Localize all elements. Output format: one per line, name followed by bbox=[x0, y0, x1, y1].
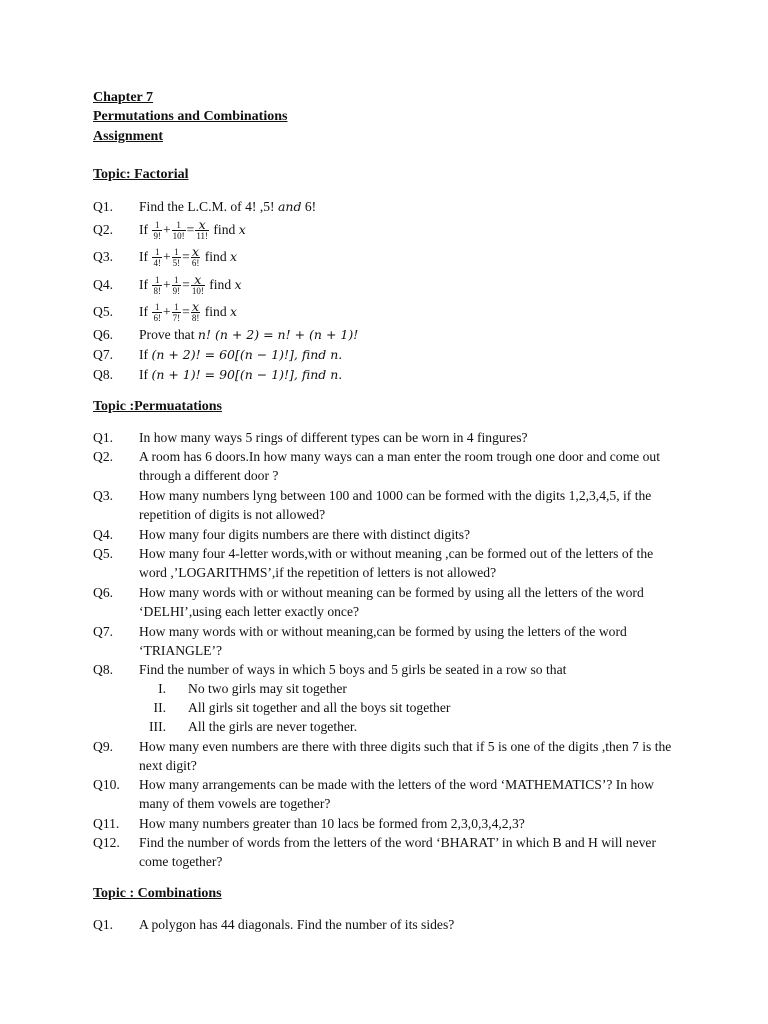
question-number: Q3. bbox=[93, 249, 114, 264]
question-text: In how many ways 5 rings of different types can be worn in 4 fingures? bbox=[139, 430, 528, 445]
fraction bbox=[152, 247, 162, 268]
numerator: 1 bbox=[152, 302, 162, 313]
question-number: Q8. bbox=[93, 367, 114, 382]
numerator: 1 bbox=[172, 220, 186, 231]
question-number: Q4. bbox=[93, 277, 114, 292]
if-word: If bbox=[139, 277, 149, 292]
sub-item-text: All girls sit together and all the boys sit together bbox=[188, 700, 451, 715]
question-number: Q2. bbox=[93, 222, 114, 237]
find-word: find bbox=[204, 304, 227, 319]
question-text: Find the number of words from the letters of the word ‘BHARAT’ in which B and H will never come together? bbox=[139, 835, 656, 870]
question-text-part: If bbox=[139, 367, 152, 382]
variable: x bbox=[238, 222, 246, 237]
numerator: x bbox=[191, 275, 205, 286]
variable: x bbox=[230, 304, 238, 319]
denominator: 6! bbox=[153, 313, 161, 324]
numerator: 1 bbox=[152, 275, 162, 286]
fraction bbox=[172, 247, 182, 268]
roman-numeral: II. bbox=[153, 700, 166, 715]
question-number: Q5. bbox=[93, 546, 114, 561]
question-text: If $\frac{1}{9!}$ + $\frac{1}{10!}$ = x 11! find x bbox=[139, 217, 246, 242]
fraction bbox=[191, 244, 201, 269]
question-text-part: If bbox=[139, 347, 152, 362]
question-number: Q6. bbox=[93, 585, 114, 600]
denominator: 4! bbox=[153, 258, 161, 269]
question-number: Q1. bbox=[93, 917, 114, 932]
numerator: 1 bbox=[152, 220, 162, 231]
topic-factorial-heading: Topic: Factorial bbox=[93, 167, 189, 182]
question-number: Q11. bbox=[93, 816, 120, 831]
math-expression: (n + 1)! = 90[(n − 1)!], find n. bbox=[151, 367, 343, 382]
question-text-part: Prove that bbox=[139, 327, 198, 342]
question-number: Q3. bbox=[93, 488, 114, 503]
numerator: 1 bbox=[172, 302, 182, 313]
question-text: How many four digits numbers are there with distinct digits? bbox=[139, 527, 471, 542]
question-text: How many words with or without meaning,can be formed by using the letters of the word ‘TRIANGLE’? bbox=[139, 624, 627, 659]
question-text: If $\frac{1}{8!}$ + $\frac{1}{9!}$ = x 10! find x bbox=[139, 272, 242, 297]
denominator: 9! bbox=[153, 231, 161, 242]
question-text bbox=[139, 197, 679, 216]
question-text-part: Find the L.C.M. of 4! ,5! bbox=[139, 199, 278, 214]
roman-numeral: III. bbox=[149, 719, 166, 734]
fraction bbox=[172, 220, 186, 241]
math-expression: (n + 2)! = 60[(n − 1)!], find n. bbox=[151, 347, 343, 362]
denominator: 9! bbox=[172, 286, 181, 297]
question-text: A room has 6 doors.In how many ways can a man enter the room trough one door and come out through a different door ? bbox=[139, 449, 660, 484]
question-number: Q7. bbox=[93, 347, 114, 362]
assignment-heading: Assignment bbox=[93, 129, 164, 144]
fraction bbox=[152, 220, 162, 241]
question-text: How many four 4-letter words,with or without meaning ,can be formed out of the letters of the word ,’LOGARITHMS’,if the repetition of letters is not allowed? bbox=[139, 546, 654, 581]
question-text bbox=[139, 345, 679, 364]
numerator: x bbox=[192, 244, 200, 260]
numerator: 1 bbox=[172, 247, 182, 258]
question-number: Q6. bbox=[93, 327, 114, 342]
if-word: If bbox=[139, 249, 149, 264]
question-number: Q4. bbox=[93, 527, 114, 542]
if-word: If bbox=[139, 222, 149, 237]
numerator: 1 bbox=[152, 247, 162, 258]
question-number: Q10. bbox=[93, 777, 120, 792]
question-number: Q5. bbox=[93, 304, 114, 319]
fraction bbox=[191, 272, 205, 297]
fraction bbox=[152, 275, 162, 296]
roman-numeral: I. bbox=[158, 681, 166, 696]
question-text bbox=[139, 365, 679, 384]
variable: x bbox=[234, 277, 242, 292]
question-text: If $\frac{1}{6!}$ + $\frac{1}{7!}$ = x 8! find x bbox=[139, 299, 238, 324]
question-number: Q2. bbox=[93, 449, 114, 464]
question-text: A polygon has 44 diagonals. Find the number of its sides? bbox=[139, 917, 455, 932]
question-number: Q1. bbox=[93, 199, 114, 214]
math-word: and bbox=[277, 199, 302, 214]
question-text: If $\frac{1}{4!}$ + $\frac{1}{5!}$ = x 6! find x bbox=[139, 244, 238, 269]
find-word: find bbox=[209, 277, 232, 292]
find-word: find bbox=[213, 222, 236, 237]
question-text: How many words with or without meaning can be formed by using all the letters of the word ‘DELHI’,using each letter exactly once? bbox=[139, 585, 644, 620]
sub-item-text: No two girls may sit together bbox=[188, 681, 347, 696]
denominator: 10! bbox=[191, 286, 204, 297]
question-text: Find the number of ways in which 5 boys and 5 girls be seated in a row so that bbox=[139, 662, 567, 677]
numerator: 1 bbox=[172, 275, 182, 286]
fraction bbox=[195, 217, 209, 242]
denominator: 5! bbox=[172, 258, 181, 269]
fraction bbox=[172, 302, 182, 323]
document-title: Permutations and Combinations bbox=[93, 109, 288, 124]
sub-item-text: All the girls are never together. bbox=[188, 719, 358, 734]
denominator: 6! bbox=[191, 258, 200, 269]
question-number: Q8. bbox=[93, 662, 114, 677]
denominator: 8! bbox=[191, 313, 200, 324]
question-text bbox=[139, 325, 679, 344]
math-expression: n! (n + 2) = n! + (n + 1)! bbox=[197, 327, 359, 342]
variable: x bbox=[230, 249, 238, 264]
topic-combinations-heading: Topic : Combinations bbox=[93, 886, 222, 901]
question-text: How many even numbers are there with three digits such that if 5 is one of the digits ,then 7 is the next digit? bbox=[139, 739, 672, 774]
question-text-part: 6! bbox=[301, 199, 317, 214]
question-number: Q1. bbox=[93, 430, 114, 445]
question-number: Q9. bbox=[93, 739, 114, 754]
denominator: 10! bbox=[172, 231, 185, 242]
question-text: How many arrangements can be made with the letters of the word ‘MATHEMATICS’? In how many of them vowels are together? bbox=[139, 777, 654, 812]
chapter-heading: Chapter 7 bbox=[93, 90, 154, 105]
fraction bbox=[172, 275, 182, 296]
fraction bbox=[152, 302, 162, 323]
question-number: Q7. bbox=[93, 624, 114, 639]
fraction bbox=[191, 299, 201, 324]
numerator: x bbox=[192, 299, 200, 315]
if-word: If bbox=[139, 304, 149, 319]
find-word: find bbox=[204, 249, 227, 264]
denominator: 7! bbox=[172, 313, 181, 324]
numerator: x bbox=[195, 220, 209, 231]
question-number: Q12. bbox=[93, 835, 120, 850]
question-text: How many numbers lyng between 100 and 1000 can be formed with the digits 1,2,3,4,5, if the repetition of digits is not allowed? bbox=[139, 488, 652, 523]
topic-permutations-heading: Topic :Permuatations bbox=[93, 399, 222, 414]
question-text: How many numbers greater than 10 lacs be formed from 2,3,0,3,4,2,3? bbox=[139, 816, 525, 831]
denominator: 8! bbox=[153, 286, 161, 297]
denominator: 11! bbox=[196, 231, 208, 242]
